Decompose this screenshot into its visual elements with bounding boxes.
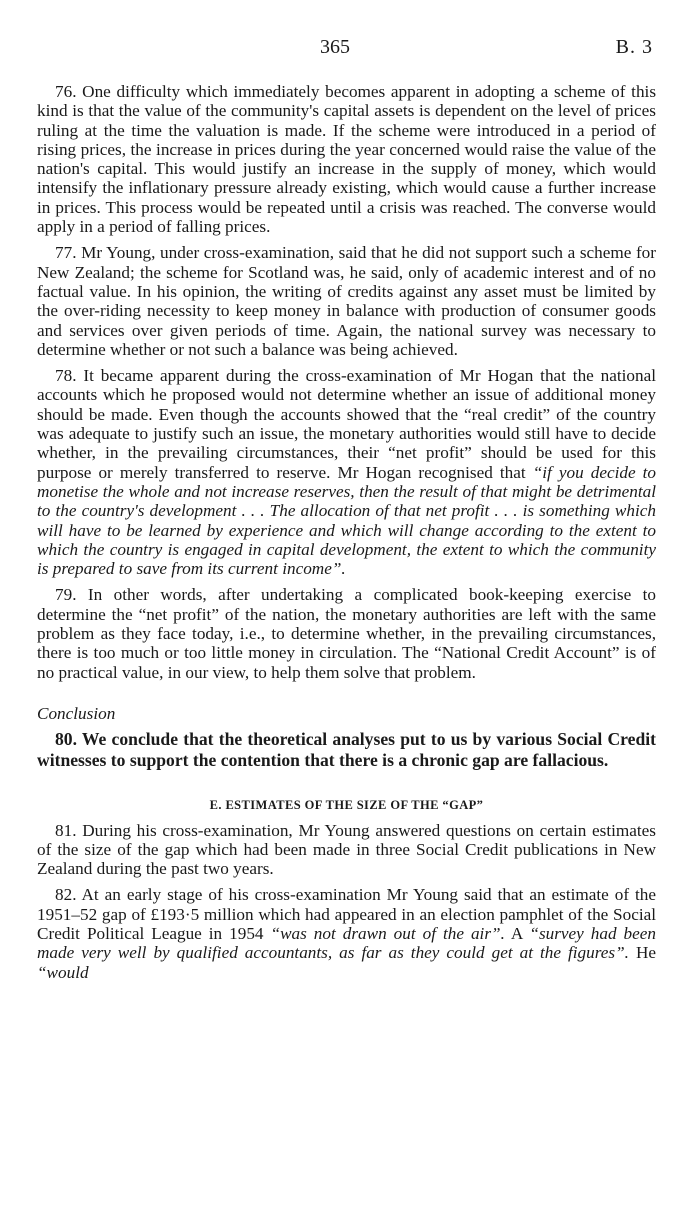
paragraph-number: 78. (55, 366, 77, 386)
paragraph-number: 76. (55, 82, 77, 101)
quoted-testimony: “survey had been made very well by qualified accountants, as far as they could get at the figures”. (37, 923, 657, 963)
paragraph-81 (37, 821, 656, 879)
paragraph-text: It became apparent during the cross-examination of Mr Hogan that the national accounts which he proposed would not determine whether an issue of additional money should be made. Even though the accounts showed that the “real credit” of the country was adequate to justify such an issue, the monetary authorities would still have to decide whether, in the prevailing circumstances, their “net profit” should be used for this purpose or merely transferred to reserve. Mr Hogan recognised that (37, 366, 657, 482)
paragraph-80 (37, 729, 656, 771)
paragraph-number: 77. (55, 243, 77, 263)
section-e-heading: E. ESTIMATES OF THE SIZE OF THE “GAP” (209, 798, 484, 813)
paragraph-number: 79. (55, 585, 77, 605)
paragraph-77 (37, 243, 656, 359)
paragraph-text: He (635, 943, 657, 963)
quoted-testimony: “if you decide to monetise the whole and not increase reserves, then the result of that might be detrimental to the country's development . . . The allocation of that net profit . . . is something which will have to be learned by experience and which will change according to the extent to which the country is engaged in capital development, the extent to which the community is prepared to save from its current income”. (37, 462, 657, 579)
paragraph-78 (37, 366, 656, 578)
paragraph-text: At an early stage of his cross-examination Mr Young said that an estimate of the 1951–52 gap of £193·5 million which had appeared in an election pamphlet of the Social Credit Political League in 1954 (37, 885, 656, 943)
paragraph-76 (37, 82, 656, 236)
paragraph-number: 82. (55, 885, 77, 905)
paragraph-number: 81. (55, 820, 77, 840)
paragraph-text: We conclude that the theoretical analyses put to us by various Social Credit witnesses to support the contention that there is a chronic gap are fallacious. (37, 729, 656, 771)
paragraph-text: One difficulty which immediately becomes apparent in adopting a scheme of this kind is that the value of the community's capital assets is dependent on the level of prices ruling at the time the valuation is made. If the scheme were introduced in a period of rising prices, the increase in prices during the year concerned would raise the value of the nation's capital. This would justify an increase in the supply of money, which would intensify the inflationary pressure already existing, which would cause a further increase in prices. This process would be repeated until a crisis was reached. The converse would apply in a period of falling prices. (37, 82, 657, 237)
paragraph-79 (37, 585, 656, 681)
quoted-testimony: “was not drawn out of the air”. (270, 923, 505, 943)
conclusion-heading: Conclusion (37, 703, 116, 723)
paragraph-82 (37, 885, 656, 981)
page-header (0, 36, 700, 66)
paragraph-text: Mr Young, under cross-examination, said that he did not support such a scheme for New Zealand; the scheme for Scotland was, he said, only of academic interest and of no factual value. In his opinion, the writing of credits against any asset must be limited by the over-riding necessity to keep money in balance with production of consumer goods and services over given periods of time. Again, the national survey was necessary to determine whether or not such a balance was being achieved. (37, 243, 657, 359)
document-body (37, 82, 656, 989)
page-number: 365 (320, 36, 350, 58)
paragraph-text: In other words, after undertaking a complicated book-keeping exercise to determine the “net profit” of the nation, the monetary authorities are left with the same problem as they face today, i.e., to determine whether, in the prevailing circumstances, there is too much or too little money in circulation. The “National Credit Account” is of no practical value, in our view, to help them solve that problem. (37, 585, 656, 682)
paragraph-text: A (510, 923, 523, 943)
document-reference: B. 3 (615, 36, 653, 58)
paragraph-number: 80. (55, 729, 77, 750)
paragraph-text: During his cross-examination, Mr Young answered questions on certain estimates of the size of the gap which had been made in three Social Credit publications in New Zealand during the past two years. (37, 820, 656, 879)
quoted-testimony: “would (37, 962, 89, 982)
